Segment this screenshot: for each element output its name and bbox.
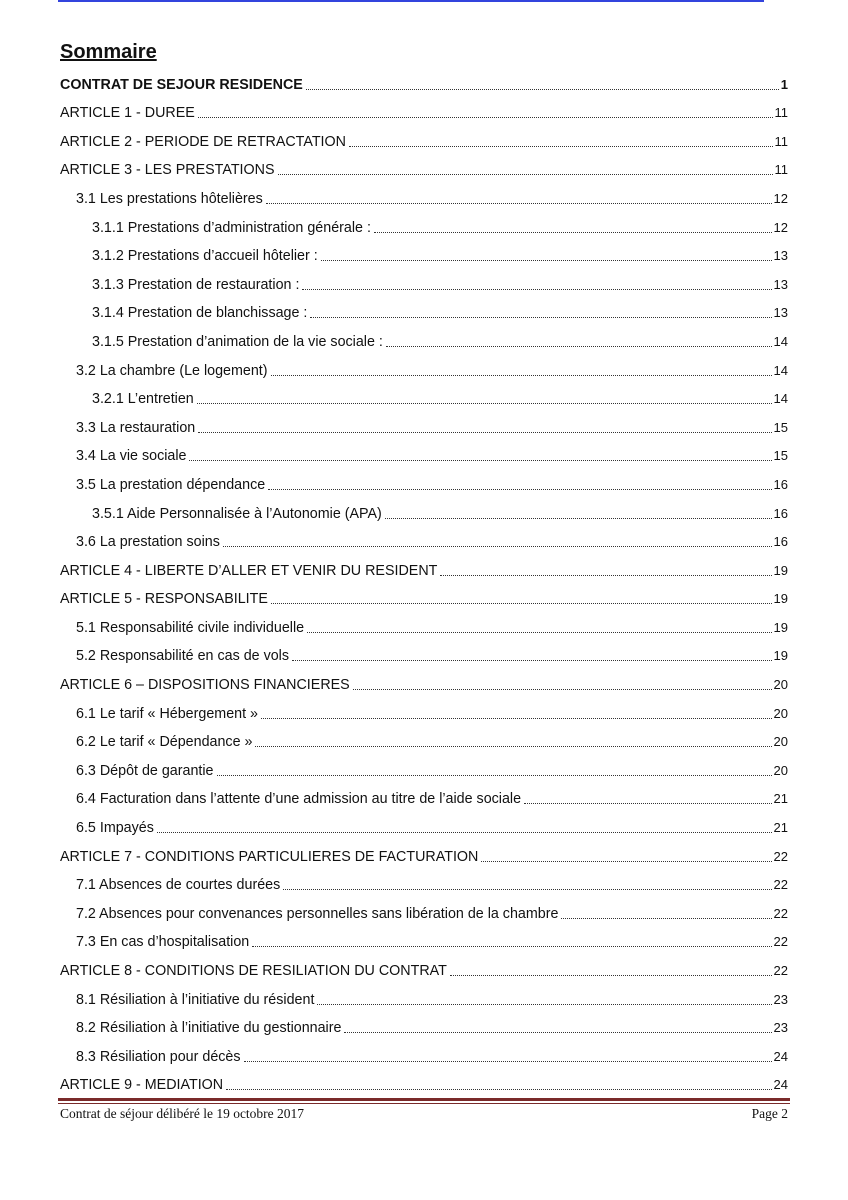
- toc-dot-leader: [386, 346, 772, 347]
- toc-entry-title: 5.2 Responsabilité en cas de vols: [76, 648, 289, 665]
- toc-entry[interactable]: [60, 466, 788, 495]
- toc-entry[interactable]: [60, 552, 788, 581]
- toc-entry-title: 6.5 Impayés: [76, 820, 154, 837]
- toc-entry-page: 12: [773, 219, 788, 235]
- toc-entry-title: ARTICLE 1 - DUREE: [60, 105, 195, 122]
- toc-dot-leader: [292, 660, 772, 661]
- toc-dot-leader: [271, 375, 772, 376]
- toc-entry-page: 14: [773, 391, 788, 407]
- toc-heading: Sommaire: [60, 41, 157, 63]
- toc-entry[interactable]: [60, 209, 788, 238]
- toc-dot-leader: [223, 546, 772, 547]
- toc-entry[interactable]: [60, 752, 788, 781]
- toc-entry-page: 22: [773, 905, 788, 921]
- toc-entry-page: 22: [773, 877, 788, 893]
- toc-dot-leader: [450, 975, 772, 976]
- toc-dot-leader: [283, 889, 771, 890]
- toc-entry-page: 1: [780, 76, 788, 92]
- toc-entry-page: 24: [773, 1077, 788, 1093]
- toc-entry-page: 22: [773, 963, 788, 978]
- toc-entry-page: 13: [773, 305, 788, 321]
- toc-entry-title: 7.3 En cas d’hospitalisation: [76, 934, 250, 951]
- toc-entry[interactable]: [60, 867, 788, 896]
- table-of-contents: [60, 66, 788, 1095]
- toc-dot-leader: [353, 689, 772, 690]
- toc-dot-leader: [307, 632, 771, 633]
- toc-entry[interactable]: [60, 724, 788, 753]
- toc-entry-page: 21: [773, 820, 788, 836]
- toc-entry[interactable]: [60, 238, 788, 267]
- toc-dot-leader: [321, 260, 772, 261]
- toc-entry-page: 22: [773, 848, 788, 864]
- toc-entry-page: 20: [773, 734, 788, 750]
- toc-entry[interactable]: [60, 409, 788, 438]
- toc-entry-title: 6.4 Facturation dans l’attente d’une admission au titre de l’aide sociale: [76, 791, 522, 808]
- toc-entry-title: ARTICLE 9 - MEDIATION: [60, 1077, 224, 1094]
- toc-entry-title: 3.1.1 Prestations d’administration générale :: [92, 219, 371, 236]
- toc-entry[interactable]: [60, 381, 788, 410]
- toc-entry-title: 3.1.4 Prestation de blanchissage :: [92, 305, 308, 322]
- toc-entry[interactable]: [60, 809, 788, 838]
- top-rule: [58, 0, 764, 2]
- toc-entry-title: 3.1.3 Prestation de restauration :: [92, 276, 300, 293]
- footer-rule: [58, 1098, 790, 1101]
- toc-dot-leader: [349, 146, 773, 147]
- toc-dot-leader: [306, 89, 779, 90]
- footer-document-title: Contrat de séjour délibéré le 19 octobre 2017: [60, 1106, 305, 1121]
- toc-entry[interactable]: [60, 1010, 788, 1039]
- toc-dot-leader: [481, 861, 771, 862]
- toc-entry[interactable]: [60, 1038, 788, 1067]
- toc-entry[interactable]: [60, 438, 788, 467]
- toc-entry[interactable]: [60, 838, 788, 867]
- toc-entry-title: 7.1 Absences de courtes durées: [76, 877, 281, 894]
- toc-dot-leader: [266, 203, 772, 204]
- toc-dot-leader: [317, 1004, 771, 1005]
- toc-dot-leader: [344, 1032, 771, 1033]
- toc-entry-page: 21: [773, 791, 788, 807]
- toc-entry-page: 15: [773, 448, 788, 464]
- toc-entry[interactable]: [60, 638, 788, 667]
- toc-dot-leader: [261, 718, 772, 719]
- toc-dot-leader: [217, 775, 772, 776]
- toc-entry-title: 3.3 La restauration: [76, 419, 196, 436]
- toc-entry-title: 3.1.2 Prestations d’accueil hôtelier :: [92, 248, 318, 265]
- toc-entry-title: 5.1 Responsabilité civile individuelle: [76, 619, 305, 636]
- toc-entry-page: 11: [774, 162, 788, 178]
- toc-entry-title: 3.1.5 Prestation d’animation de la vie sociale :: [92, 333, 383, 350]
- toc-entry-page: 20: [773, 762, 788, 778]
- toc-entry[interactable]: [60, 66, 788, 95]
- toc-entry-title: 6.2 Le tarif « Dépendance »: [76, 734, 253, 751]
- toc-entry-page: 14: [773, 362, 788, 378]
- toc-dot-leader: [198, 432, 771, 433]
- toc-dot-leader: [440, 575, 771, 576]
- toc-entry[interactable]: [60, 695, 788, 724]
- toc-dot-leader: [252, 946, 771, 947]
- toc-entry-title: 8.1 Résiliation à l’initiative du résident: [76, 991, 315, 1008]
- toc-entry-title: 6.1 Le tarif « Hébergement »: [76, 705, 258, 722]
- toc-entry[interactable]: [60, 95, 788, 124]
- toc-dot-leader: [244, 1061, 772, 1062]
- toc-entry-title: ARTICLE 6 – DISPOSITIONS FINANCIERES: [60, 677, 350, 694]
- toc-entry[interactable]: [60, 581, 788, 610]
- toc-entry-title: 3.5.1 Aide Personnalisée à l’Autonomie (APA): [92, 505, 382, 522]
- toc-dot-leader: [198, 117, 773, 118]
- toc-entry-page: 13: [773, 276, 788, 292]
- toc-dot-leader: [278, 174, 773, 175]
- toc-entry[interactable]: [60, 781, 788, 810]
- toc-entry[interactable]: [60, 895, 788, 924]
- toc-dot-leader: [189, 460, 771, 461]
- toc-entry-title: ARTICLE 5 - RESPONSABILITE: [60, 591, 268, 608]
- toc-entry-title: 3.5 La prestation dépendance: [76, 476, 266, 493]
- toc-entry[interactable]: [60, 152, 788, 181]
- toc-dot-leader: [255, 746, 771, 747]
- toc-dot-leader: [157, 832, 772, 833]
- footer-rule-thin: [58, 1103, 790, 1104]
- toc-entry-title: 3.2.1 L’entretien: [92, 391, 194, 408]
- toc-dot-leader: [226, 1089, 771, 1090]
- toc-entry-page: 16: [773, 476, 788, 492]
- toc-entry-page: 23: [773, 991, 788, 1007]
- toc-entry[interactable]: [60, 609, 788, 638]
- toc-entry-page: 16: [773, 505, 788, 521]
- toc-entry-title: ARTICLE 8 - CONDITIONS DE RESILIATION DU CONTRAT: [60, 963, 447, 979]
- toc-entry-title: ARTICLE 4 - LIBERTE D’ALLER ET VENIR DU RESIDENT: [60, 562, 438, 579]
- toc-entry-title: 3.4 La vie sociale: [76, 448, 187, 465]
- toc-dot-leader: [271, 603, 772, 604]
- toc-entry-page: 19: [773, 562, 788, 578]
- toc-entry[interactable]: [60, 1067, 788, 1096]
- toc-entry-page: 19: [773, 591, 788, 607]
- footer-page-number: Page 2: [751, 1106, 788, 1121]
- toc-entry[interactable]: [60, 323, 788, 352]
- toc-entry-page: 19: [773, 648, 788, 664]
- toc-entry-page: 19: [773, 619, 788, 635]
- toc-entry[interactable]: [60, 180, 788, 209]
- toc-entry-page: 22: [773, 934, 788, 950]
- toc-entry-page: 24: [773, 1048, 788, 1064]
- toc-entry[interactable]: [60, 266, 788, 295]
- toc-entry-page: 11: [774, 133, 788, 149]
- toc-dot-leader: [374, 232, 772, 233]
- toc-entry-page: 20: [773, 705, 788, 721]
- toc-entry[interactable]: [60, 495, 788, 524]
- toc-entry[interactable]: [60, 123, 788, 152]
- toc-entry-title: ARTICLE 3 - LES PRESTATIONS: [60, 162, 275, 179]
- toc-entry-page: 20: [773, 677, 788, 693]
- toc-entry-title: CONTRAT DE SEJOUR RESIDENCE: [60, 76, 303, 93]
- toc-entry-title: ARTICLE 7 - CONDITIONS PARTICULIERES DE FACTURATION: [60, 848, 479, 865]
- toc-dot-leader: [524, 803, 771, 804]
- toc-entry[interactable]: [60, 924, 788, 953]
- toc-entry-title: 7.2 Absences pour convenances personnelles sans libération de la chambre: [76, 905, 559, 922]
- toc-entry-title: 3.1 Les prestations hôtelières: [76, 190, 263, 207]
- toc-entry[interactable]: [60, 524, 788, 553]
- toc-dot-leader: [385, 518, 772, 519]
- toc-entry-page: 13: [773, 248, 788, 264]
- toc-entry-title: 6.3 Dépôt de garantie: [76, 762, 214, 779]
- toc-entry-page: 16: [773, 534, 788, 550]
- toc-entry[interactable]: [60, 952, 788, 981]
- toc-entry[interactable]: [60, 295, 788, 324]
- toc-entry-title: 3.6 La prestation soins: [76, 534, 220, 551]
- toc-entry[interactable]: [60, 666, 788, 695]
- toc-entry-page: 14: [773, 333, 788, 349]
- toc-dot-leader: [302, 289, 771, 290]
- toc-entry-title: ARTICLE 2 - PERIODE DE RETRACTATION: [60, 133, 346, 150]
- toc-entry-title: 8.2 Résiliation à l’initiative du gestionnaire: [76, 1020, 342, 1037]
- toc-entry[interactable]: [60, 981, 788, 1010]
- toc-entry-page: 11: [774, 105, 788, 121]
- toc-entry-title: 3.2 La chambre (Le logement): [76, 362, 268, 379]
- toc-entry[interactable]: [60, 352, 788, 381]
- toc-dot-leader: [268, 489, 771, 490]
- toc-dot-leader: [310, 317, 771, 318]
- toc-entry-page: 15: [773, 419, 788, 435]
- toc-entry-page: 23: [773, 1020, 788, 1036]
- toc-entry-page: 12: [773, 190, 788, 206]
- toc-entry-title: 8.3 Résiliation pour décès: [76, 1048, 241, 1065]
- toc-dot-leader: [561, 918, 771, 919]
- toc-dot-leader: [197, 403, 772, 404]
